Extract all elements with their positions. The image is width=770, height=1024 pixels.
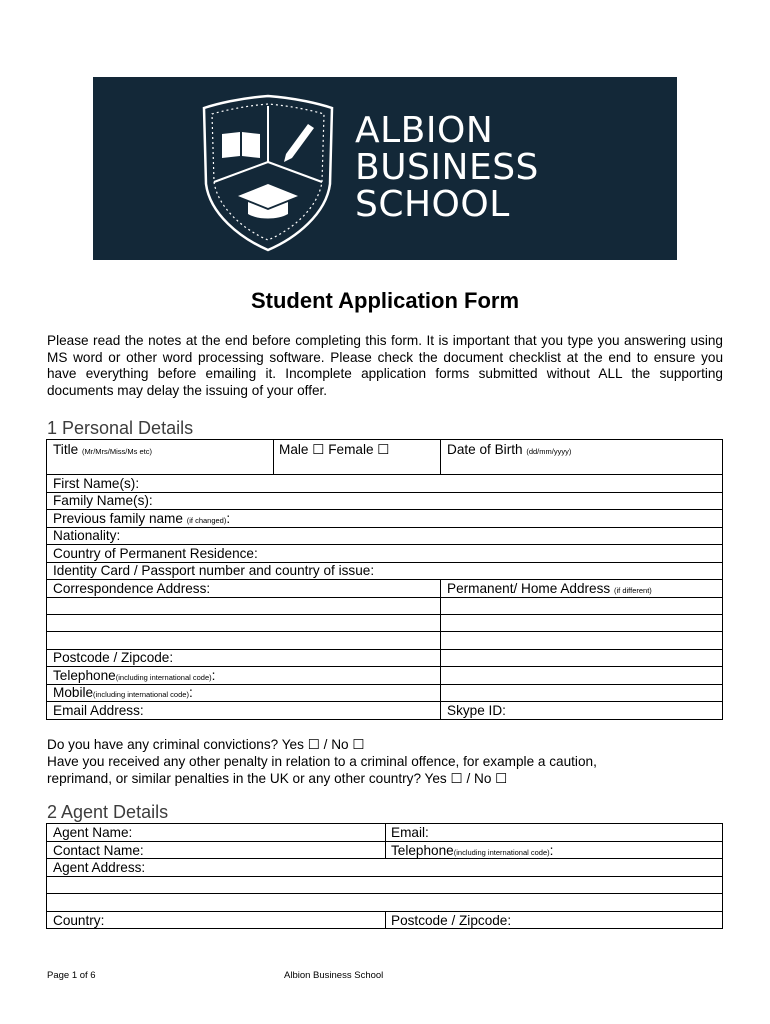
- school-name-logotype: [355, 110, 539, 225]
- section-heading-agent: 2 Agent Details: [47, 802, 169, 822]
- penalty-question-line2[interactable]: reprimand, or similar penalties in the UK or any other country? Yes ☐ / No ☐: [47, 771, 508, 786]
- identity-field[interactable]: Identity Card / Passport number and country of issue:: [53, 563, 375, 578]
- penalty-question-line1: Have you received any other penalty in relation to a criminal offence, for example a caution,: [47, 754, 597, 769]
- mobile-label: Mobile: [53, 685, 94, 700]
- agent-name-field[interactable]: Agent Name:: [53, 825, 133, 840]
- page-title: Student Application Form: [250, 288, 520, 313]
- gender-checkboxes[interactable]: Male ☐ Female ☐: [279, 442, 390, 457]
- mobile-hint: (including international code): [93, 690, 189, 699]
- title-label: Title: [53, 442, 79, 457]
- permanent-address-hint: (if different): [614, 586, 652, 595]
- telephone-label: Telephone: [53, 668, 116, 683]
- agent-telephone-field[interactable]: [391, 843, 553, 861]
- agent-postcode-field[interactable]: Postcode / Zipcode:: [391, 913, 512, 928]
- skype-field[interactable]: Skype ID:: [447, 703, 506, 718]
- agent-telephone-label: Telephone: [391, 843, 454, 858]
- permanent-address-field[interactable]: [447, 581, 652, 599]
- title-field[interactable]: [53, 442, 152, 460]
- telephone-field[interactable]: [53, 668, 215, 686]
- dob-hint: (dd/mm/yyyy): [526, 447, 572, 456]
- school-crest-logo: [200, 92, 336, 254]
- page-number: Page 1 of 6: [47, 970, 96, 981]
- postcode-field[interactable]: Postcode / Zipcode:: [53, 650, 174, 665]
- agent-telephone-hint: (including international code): [453, 848, 550, 857]
- brand-line: SCHOOL: [355, 184, 510, 225]
- previous-name-label: Previous family name: [53, 511, 183, 526]
- mobile-colon: :: [188, 685, 193, 700]
- dob-field[interactable]: [447, 442, 571, 460]
- criminal-convictions-question[interactable]: Do you have any criminal convictions? Yes ☐ / No ☐: [47, 737, 365, 752]
- agent-email-field[interactable]: Email:: [391, 825, 429, 840]
- previous-name-colon: :: [226, 511, 231, 526]
- contact-name-field[interactable]: Contact Name:: [53, 843, 144, 858]
- agent-telephone-colon: :: [549, 843, 554, 858]
- agent-country-field[interactable]: Country:: [53, 913, 105, 928]
- nationality-field[interactable]: Nationality:: [53, 528, 121, 543]
- telephone-colon: :: [211, 668, 216, 683]
- agent-address-field[interactable]: Agent Address:: [53, 860, 146, 875]
- permanent-address-label: Permanent/ Home Address: [447, 581, 611, 596]
- section-heading-personal: 1 Personal Details: [47, 418, 194, 438]
- family-names-field[interactable]: Family Name(s):: [53, 493, 153, 508]
- previous-name-field[interactable]: [53, 511, 230, 529]
- brand-line: ALBION: [355, 110, 494, 151]
- correspondence-address-field[interactable]: Correspondence Address:: [53, 581, 211, 596]
- footer-school-name: Albion Business School: [284, 970, 384, 981]
- previous-name-hint: (if changed): [186, 516, 227, 525]
- email-field[interactable]: Email Address:: [53, 703, 144, 718]
- telephone-hint: (including international code): [115, 673, 212, 682]
- brand-line: BUSINESS: [355, 147, 539, 188]
- dob-label: Date of Birth: [447, 442, 523, 457]
- intro-paragraph: Please read the notes at the end before completing this form. It is important that you type you answering using MS word or other word processing software. Please check the document checklist at the end to ensure you have everything before emailing it. Incomplete application forms submitted without ALL the supporting documents may delay the issuing of your offer.: [47, 333, 723, 398]
- first-names-field[interactable]: First Name(s):: [53, 476, 140, 491]
- header-banner: [93, 77, 677, 260]
- mobile-field[interactable]: [53, 685, 193, 703]
- title-hint: (Mr/Mrs/Miss/Ms etc): [81, 447, 152, 456]
- country-residence-field[interactable]: Country of Permanent Residence:: [53, 546, 258, 561]
